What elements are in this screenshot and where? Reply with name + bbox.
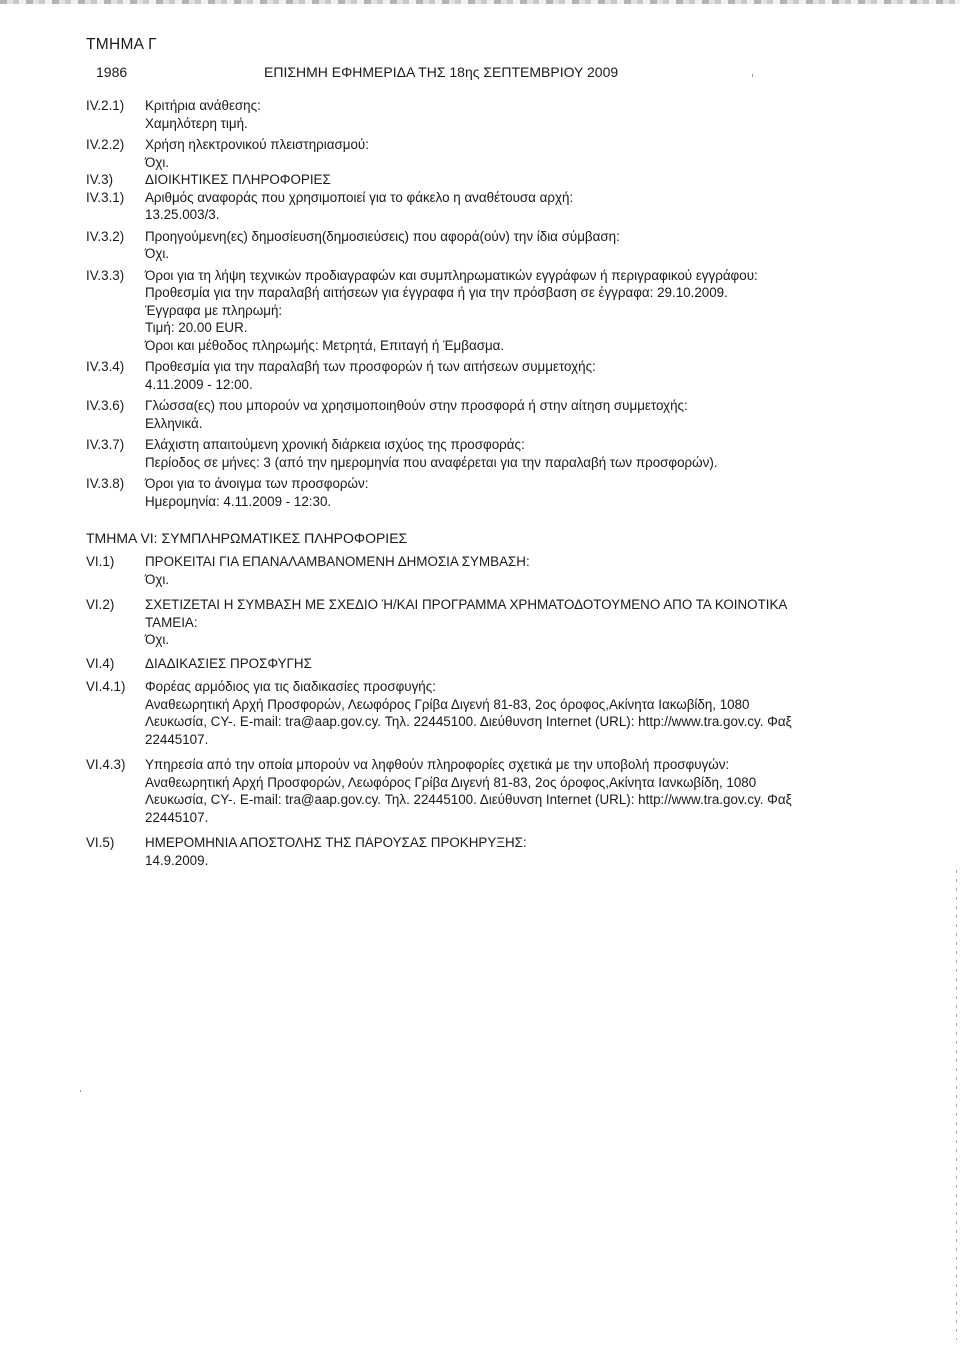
- scan-speck: [80, 1090, 81, 1092]
- item-line: Ημερομηνία: 4.11.2009 - 12:30.: [145, 493, 332, 509]
- item-number: IV.3.2): [86, 228, 125, 244]
- gazette-title: ΕΠΙΣΗΜΗ ΕΦΗΜΕΡΙΔΑ ΤΗΣ 18ης ΣΕΠΤΕΜΒΡΙΟΥ 2009: [264, 64, 619, 80]
- item-number: VI.4): [86, 655, 115, 671]
- item-vi-4-3: [86, 756, 906, 826]
- item-line: Προθεσμία για την παραλαβή των προσφορών ή των αιτήσεων συμμετοχής:: [145, 359, 596, 374]
- section-iv-items: [86, 97, 906, 510]
- item-line: 14.9.2009.: [145, 852, 209, 868]
- item-line: Λευκωσία, CY-. E-mail: tra@aap.gov.cy. Τηλ. 22445100. Διεύθυνση Internet (URL): http://www.tra.gov.cy. Φαξ: [145, 792, 792, 807]
- page-number: 1986: [96, 64, 128, 80]
- item-line: Όχι.: [145, 154, 170, 170]
- item-vi-1: [86, 553, 906, 588]
- item-line: Προηγούμενη(ες) δημοσίευση(δημοσιεύσεις) που αφορά(ούν) την ίδια σύμβαση:: [145, 228, 620, 244]
- item-line: Τιμή: 20.00 EUR.: [145, 320, 248, 335]
- item-iv-2-1: [86, 97, 906, 132]
- item-vi-4-1: [86, 678, 906, 748]
- item-vi-4: [86, 655, 906, 673]
- item-line: Έγγραφα με πληρωμή:: [145, 302, 283, 318]
- item-line: 22445107.: [145, 731, 209, 747]
- item-iv-3-3: [86, 267, 906, 355]
- item-number: IV.3.8): [86, 476, 125, 491]
- item-line: Όχι.: [145, 632, 170, 647]
- item-number: VI.4.1): [86, 679, 126, 694]
- item-line: Γλώσσα(ες) που μπορούν να χρησιμοποιηθούν στην προσφορά ή στην αίτηση συμμετοχής:: [145, 398, 688, 413]
- item-vi-5: [86, 834, 906, 869]
- item-line: Χρήση ηλεκτρονικού πλειστηριασμού:: [145, 137, 369, 152]
- item-line: Αναθεωρητική Αρχή Προσφορών, Λεωφόρος Γρίβα Διγενή 81-83, 2ος όροφος,Ακίνητα Ιακωβίδη, 1080: [145, 696, 750, 712]
- scan-speck: [752, 74, 753, 77]
- item-number: IV.3.3): [86, 267, 125, 283]
- item-line: ΠΡΟΚΕΙΤΑΙ ΓΙΑ ΕΠΑΝΑΛΑΜΒΑΝΟΜΕΝΗ ΔΗΜΟΣΙΑ ΣΥΜΒΑΣΗ:: [145, 554, 530, 569]
- item-number: IV.3.4): [86, 359, 125, 374]
- item-line: Φορέας αρμόδιος για τις διαδικασίες προσφυγής:: [145, 679, 436, 694]
- item-vi-2: [86, 596, 906, 649]
- item-iv-3: [86, 171, 906, 189]
- item-line: Αναθεωρητική Αρχή Προσφορών, Λεωφόρος Γρίβα Διγενή 81-83, 2ος όροφος,Ακίνητα Ιανκωβίδη, 1080: [145, 774, 757, 790]
- item-number: IV.3.6): [86, 398, 125, 413]
- section-heading-g: ΤΜΗΜΑ Γ: [86, 36, 157, 53]
- item-line: Περίοδος σε μήνες: 3 (από την ημερομηνία που αναφέρεται για την παραλαβή των προσφορών).: [145, 454, 718, 470]
- item-line: Όροι για το άνοιγμα των προσφορών:: [145, 476, 369, 491]
- item-line: Αριθμός αναφοράς που χρησιμοποιεί για το φάκελο η αναθέτουσα αρχή:: [145, 189, 574, 205]
- item-line: ΔΙΟΙΚΗΤΙΚΕΣ ΠΛΗΡΟΦΟΡΙΕΣ: [145, 172, 331, 187]
- item-line: ΔΙΑΔΙΚΑΣΙΕΣ ΠΡΟΣΦΥΓΗΣ: [145, 655, 312, 671]
- item-iv-3-2: [86, 228, 906, 263]
- item-number: VI.2): [86, 597, 115, 612]
- item-line: Όροι για τη λήψη τεχνικών προδιαγραφών και συμπληρωματικών εγγράφων ή περιγραφικού εγγράφου:: [145, 267, 758, 283]
- item-number: IV.2.2): [86, 137, 125, 152]
- scan-edge-mark: [956, 870, 957, 1340]
- item-number: VI.5): [86, 835, 115, 850]
- item-line: Κριτήρια ανάθεσης:: [145, 98, 261, 113]
- item-number: IV.2.1): [86, 98, 125, 113]
- item-number: IV.3.1): [86, 189, 125, 205]
- item-iv-3-1: [86, 189, 906, 224]
- item-line: ΤΑΜΕΙΑ:: [145, 614, 198, 630]
- item-number: IV.3.7): [86, 437, 125, 452]
- item-line: Προθεσμία για την παραλαβή αιτήσεων για έγγραφα ή για την πρόσβαση σε έγγραφα: 29.10.2009.: [145, 285, 728, 300]
- item-iv-3-4: [86, 358, 906, 393]
- section-vi-items: [86, 553, 906, 869]
- item-line: 4.11.2009 - 12:00.: [145, 376, 253, 392]
- item-line: Όχι.: [145, 571, 170, 587]
- item-line: Όροι και μέθοδος πληρωμής: Μετρητά, Επιταγή ή Έμβασμα.: [145, 337, 505, 353]
- item-iv-3-8: [86, 475, 906, 510]
- item-number: VI.1): [86, 554, 115, 569]
- section-heading-vi: ΤΜΗΜΑ VI: ΣΥΜΠΛΗΡΩΜΑΤΙΚΕΣ ΠΛΗΡΟΦΟΡΙΕΣ: [86, 530, 408, 546]
- item-line: ΣΧΕΤΙΖΕΤΑΙ Η ΣΥΜΒΑΣΗ ΜΕ ΣΧΕΔΙΟ Ή/ΚΑΙ ΠΡΟΓΡΑΜΜΑ ΧΡΗΜΑΤΟΔΟΤΟΥΜΕΝΟ ΑΠΟ ΤΑ ΚΟΙΝΟΤΙΚΑ: [145, 597, 788, 612]
- item-line: Ελάχιστη απαιτούμενη χρονική διάρκεια ισχύος της προσφοράς:: [145, 437, 525, 452]
- item-line: ΗΜΕΡΟΜΗΝΙΑ ΑΠΟΣΤΟΛΗΣ ΤΗΣ ΠΑΡΟΥΣΑΣ ΠΡΟΚΗΡΥΞΗΣ:: [145, 835, 527, 850]
- item-iv-3-7: [86, 436, 906, 471]
- item-number: VI.4.3): [86, 757, 126, 772]
- item-iv-3-6: [86, 397, 906, 432]
- item-iv-2-2: [86, 136, 906, 171]
- scan-top-edge: [0, 0, 960, 4]
- item-line: 13.25.003/3.: [145, 207, 220, 222]
- item-line: Λευκωσία, CY-. E-mail: tra@aap.gov.cy. Τηλ. 22445100. Διεύθυνση Internet (URL): http://www.tra.gov.cy. Φαξ: [145, 714, 792, 729]
- item-line: Ελληνικά.: [145, 415, 203, 431]
- item-line: Υπηρεσία από την οποία μπορούν να ληφθούν πληροφορίες σχετικά με την υποβολή προσφυγών:: [145, 757, 730, 772]
- item-number: IV.3): [86, 172, 114, 187]
- item-line: Χαμηλότερη τιμή.: [145, 115, 248, 131]
- item-line: Όχι.: [145, 246, 170, 261]
- item-line: 22445107.: [145, 809, 209, 825]
